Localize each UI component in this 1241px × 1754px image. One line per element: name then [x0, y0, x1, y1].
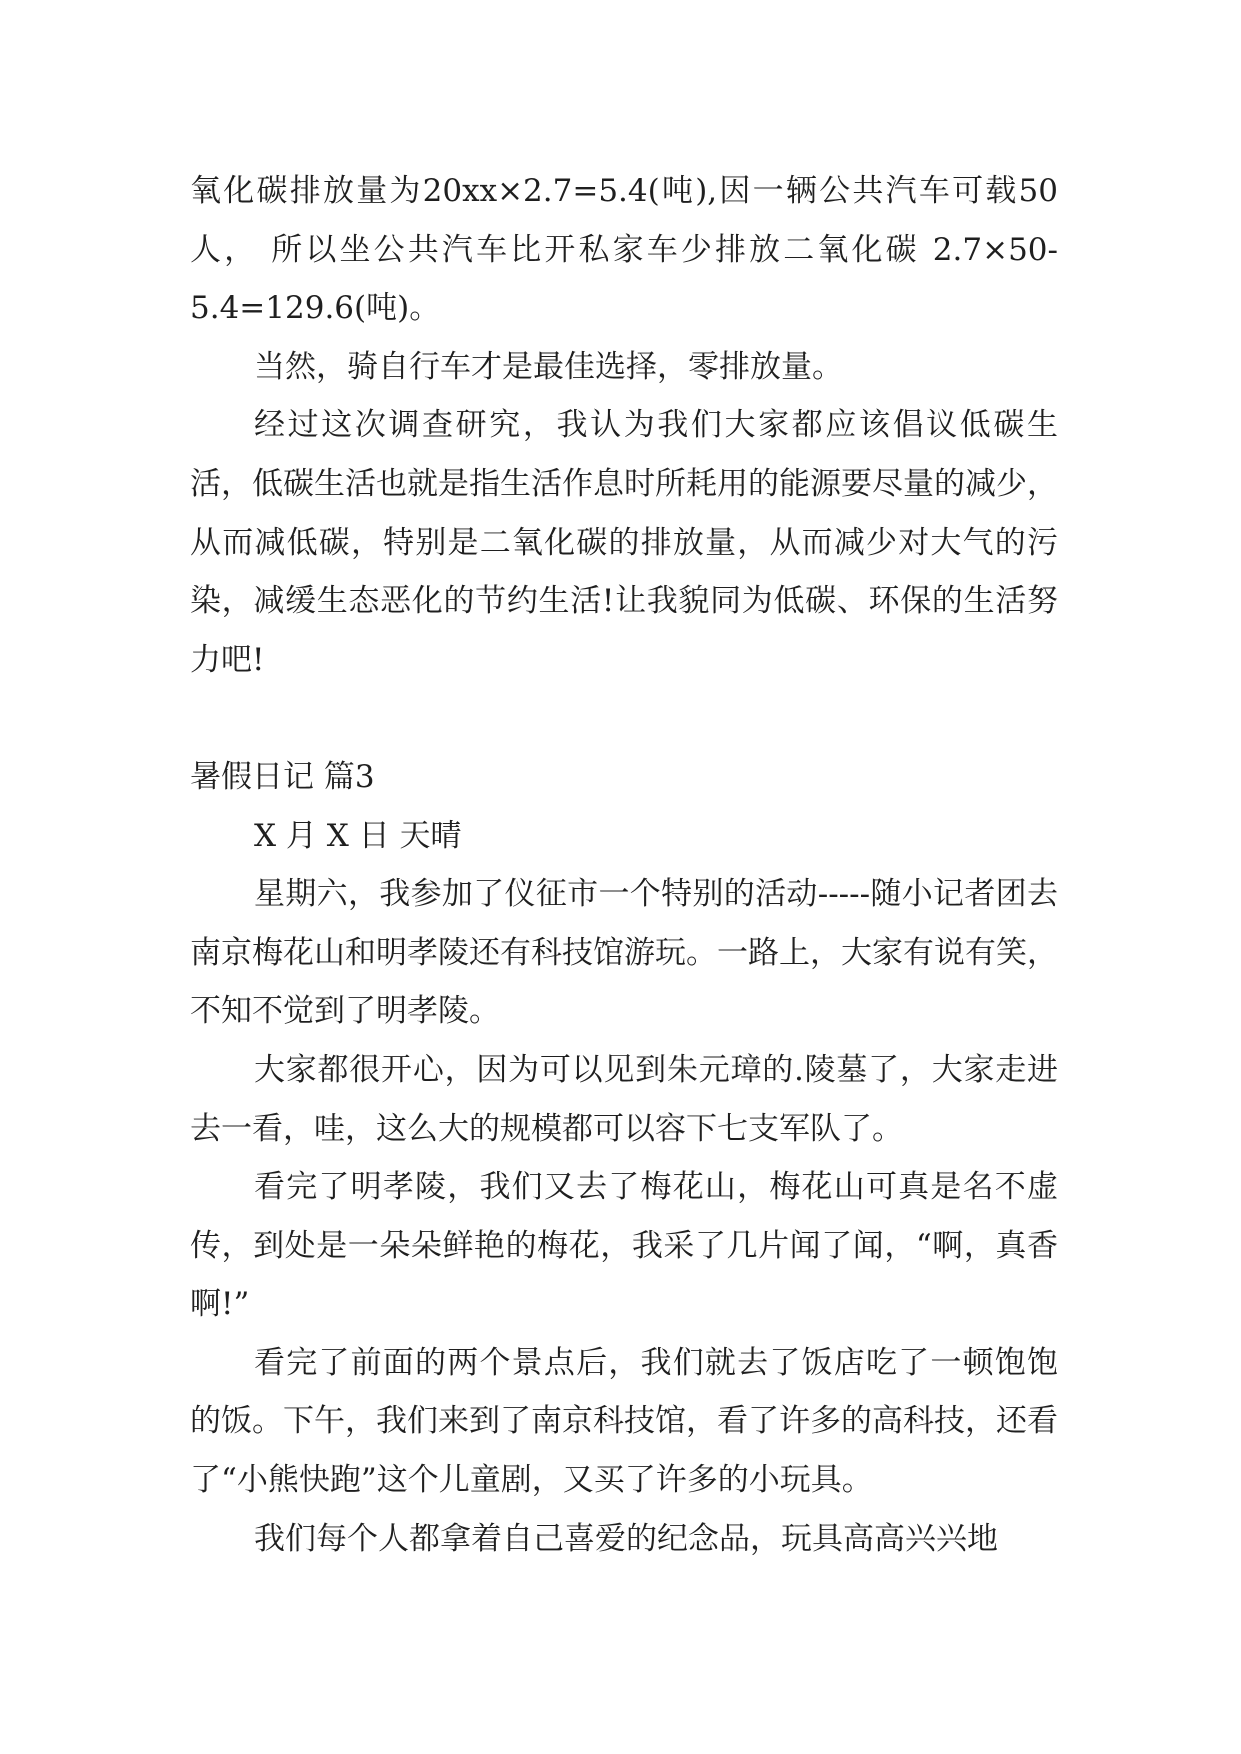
paragraph-saturday-trip: 星期六，我参加了仪征市一个特别的活动-----随小记者团去南京梅花山和明孝陵还有科技馆游玩。一路上，大家有说有笑，不知不觉到了明孝陵。 [190, 876, 1058, 1030]
paragraph-low-carbon-conclusion: 经过这次调查研究，我认为我们大家都应该倡议低碳生活，低碳生活也就是指生活作息时所耗用的能源要尽量的减少，从而减低碳，特别是二氧化碳的排放量，从而减少对大气的污染，减缓生态恶化的节约生活!让我貌同为低碳、环保的生活努力吧! [190, 407, 1058, 678]
document-page [190, 162, 1058, 1568]
paragraph-carbon-calc: 氧化碳排放量为20xx×2.7=5.4(吨),因一辆公共汽车可载50人， 所以坐公共汽车比开私家车少排放二氧化碳 2.7×50-5.4=129.6(吨)。 [190, 173, 1058, 327]
paragraph-mausoleum: 大家都很开心，因为可以见到朱元璋的.陵墓了，大家走进去一看，哇，这么大的规模都可以容下七支军队了。 [190, 1051, 1058, 1147]
paragraph-plum-mountain: 看完了明孝陵，我们又去了梅花山，梅花山可真是名不虚传，到处是一朵朵鲜艳的梅花，我采了几片闻了闻，“啊，真香啊!” [190, 1169, 1058, 1323]
paragraph-bicycle: 当然，骑自行车才是最佳选择，零排放量。 [254, 348, 843, 385]
paragraph-souvenirs: 我们每个人都拿着自己喜爱的纪念品，玩具高高兴兴地 [254, 1520, 998, 1557]
paragraph-science-museum: 看完了前面的两个景点后，我们就去了饭店吃了一顿饱饱的饭。下午，我们来到了南京科技馆，看了许多的高科技，还看了“小熊快跑”这个儿童剧，又买了许多的小玩具。 [190, 1344, 1058, 1499]
diary-date-weather: X 月 X 日 天晴 [254, 817, 462, 854]
section-gap [190, 689, 1058, 748]
section-heading: 暑假日记 篇3 [190, 758, 375, 795]
